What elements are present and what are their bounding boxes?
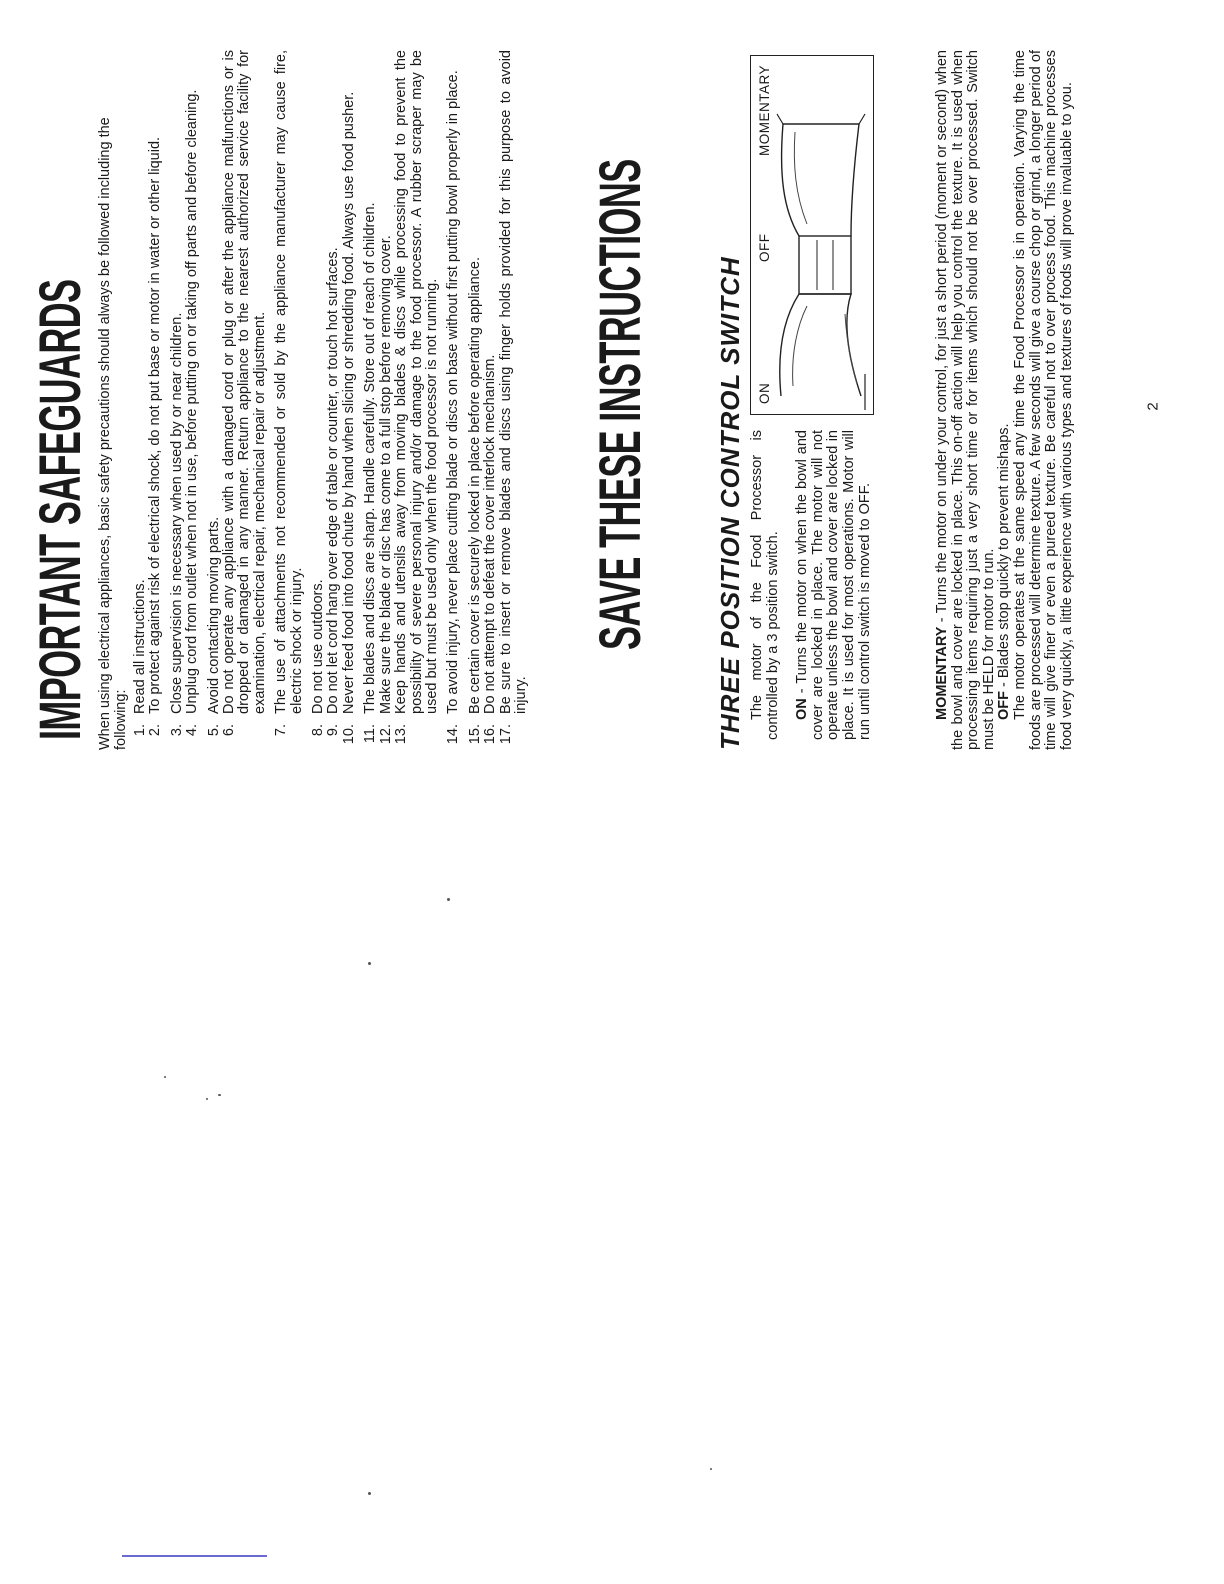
switch-description-column [750,430,873,740]
on-description [795,430,873,740]
scan-speck [368,1492,371,1495]
off-description [997,50,1013,750]
closing-paragraph: The motor operates at the same speed any time the Food Processor is in operation. Varying the time foods are processed will determine texture. A few seconds will give a course chop or grind, a longer period of time will give finer or even a pureed texture. Be careful not to over process food. This machine processes food very quickly, a little experience with various types and textures of foods will prove invaluable to you. [1011,50,1075,750]
rotated-page-content [30,50,1080,750]
list-item: 5. Avoid contacting moving parts. [207,50,222,720]
off-text: - Blades stop quickly to prevent mishaps. [996,423,1013,691]
safeguards-intro: When using electrical appliances, basic safety precautions should always be followed including the following: [97,117,129,750]
save-instructions-title: SAVE THESE INSTRUCTIONS [588,159,653,650]
list-item: 8. Do not use outdoors. [311,50,326,720]
list-item: 6. Do not operate any appliance with a damaged cord or plug or after the appliance malfunctions or is dropped or damaged in any manner. Return appliance to the nearest authorized service facility for examination, electrical repair, mechanical repair or adjustment. [222,50,268,720]
list-item: 2. To protect against risk of electrical shock, do not put base or motor in water or other liquid. [148,50,163,720]
momentary-description [935,50,997,750]
on-term: ON [794,698,811,720]
scan-speck [368,962,371,965]
safeguards-title: IMPORTANT SAFEGUARDS [28,279,93,740]
list-item: 16. Do not attempt to defeat the cover interlock mechanism. [483,50,498,720]
switch-label-on: ON [757,382,772,404]
scan-speck [710,1468,712,1470]
list-item: 3. Close supervision is necessary when used by or near children. [170,50,185,720]
switch-label-off: OFF [757,233,772,262]
momentary-term: MOMENTARY [934,626,950,720]
switch-body-text [935,50,1075,750]
list-item: 12. Make sure the blade or disc has come to a full stop before removing cover. [379,50,394,720]
list-item: 15. Be certain cover is securely locked in place before operating appliance. [468,50,483,720]
list-item: 9. Do not let cord hang over edge of table or counter, or touch hot surfaces. [326,50,341,720]
scan-speck [206,1098,208,1100]
scan-edge-line [122,1555,267,1557]
momentary-text: - Turns the motor on under your control, for just a short period (moment or second) when the bowl and cover are locked in place. This on-off action will help you control the texture. It is used when processing items requiring just a very short time or for items which should not be over processed. Switch must be HELD for motor to run. [934,50,997,750]
on-text: - Turns the motor on when the bowl and cover are locked in place. The motor will not operate unless the bowl and cover are locked in place. It is used for most operations. Motor will run until control switch is moved to OFF. [794,430,873,740]
rocker-switch-illustration [773,56,873,414]
page-number: 2 [1144,402,1162,411]
switch-diagram [750,55,874,415]
switch-intro: The motor of the Food Processor is controlled by a 3 position switch. [749,430,781,740]
scan-speck [447,898,450,901]
list-item: 7. The use of attachments not recommended or sold by the appliance manufacturer may cause fire, electric shock or injury. [274,50,305,720]
list-item: 1. Read all instructions. [133,50,148,720]
switch-label-momentary: MOMENTARY [757,64,772,156]
safeguards-list [133,50,529,750]
list-item: 13. Keep hands and utensils away from moving blades & discs while processing food to prevent the possibility of severe personal injury and/or damage to the food processor. A rubber scraper may be used but must be used only when the food processor is not running. [394,50,440,720]
off-term: OFF [996,691,1013,720]
scan-speck [218,1094,221,1096]
switch-section-heading: THREE POSITION CONTROL SWITCH [715,256,745,750]
list-item: 17. Be sure to insert or remove blades and discs using finger holds provided for this purpose to avoid injury. [499,50,530,720]
list-item: 14. To avoid injury, never place cutting blade or discs on base without first putting bowl properly in place. [446,50,461,720]
list-item: 11. The blades and discs are sharp. Handle carefully. Store out of reach of children. [363,50,378,720]
scan-speck [164,1076,166,1078]
list-item: 10. Never feed food into food chute by hand when slicing or shredding food. Always use food pusher. [342,50,357,720]
list-item: 4. Unplug cord from outlet when not in use, before putting on or taking off parts and before cleaning. [185,50,200,720]
